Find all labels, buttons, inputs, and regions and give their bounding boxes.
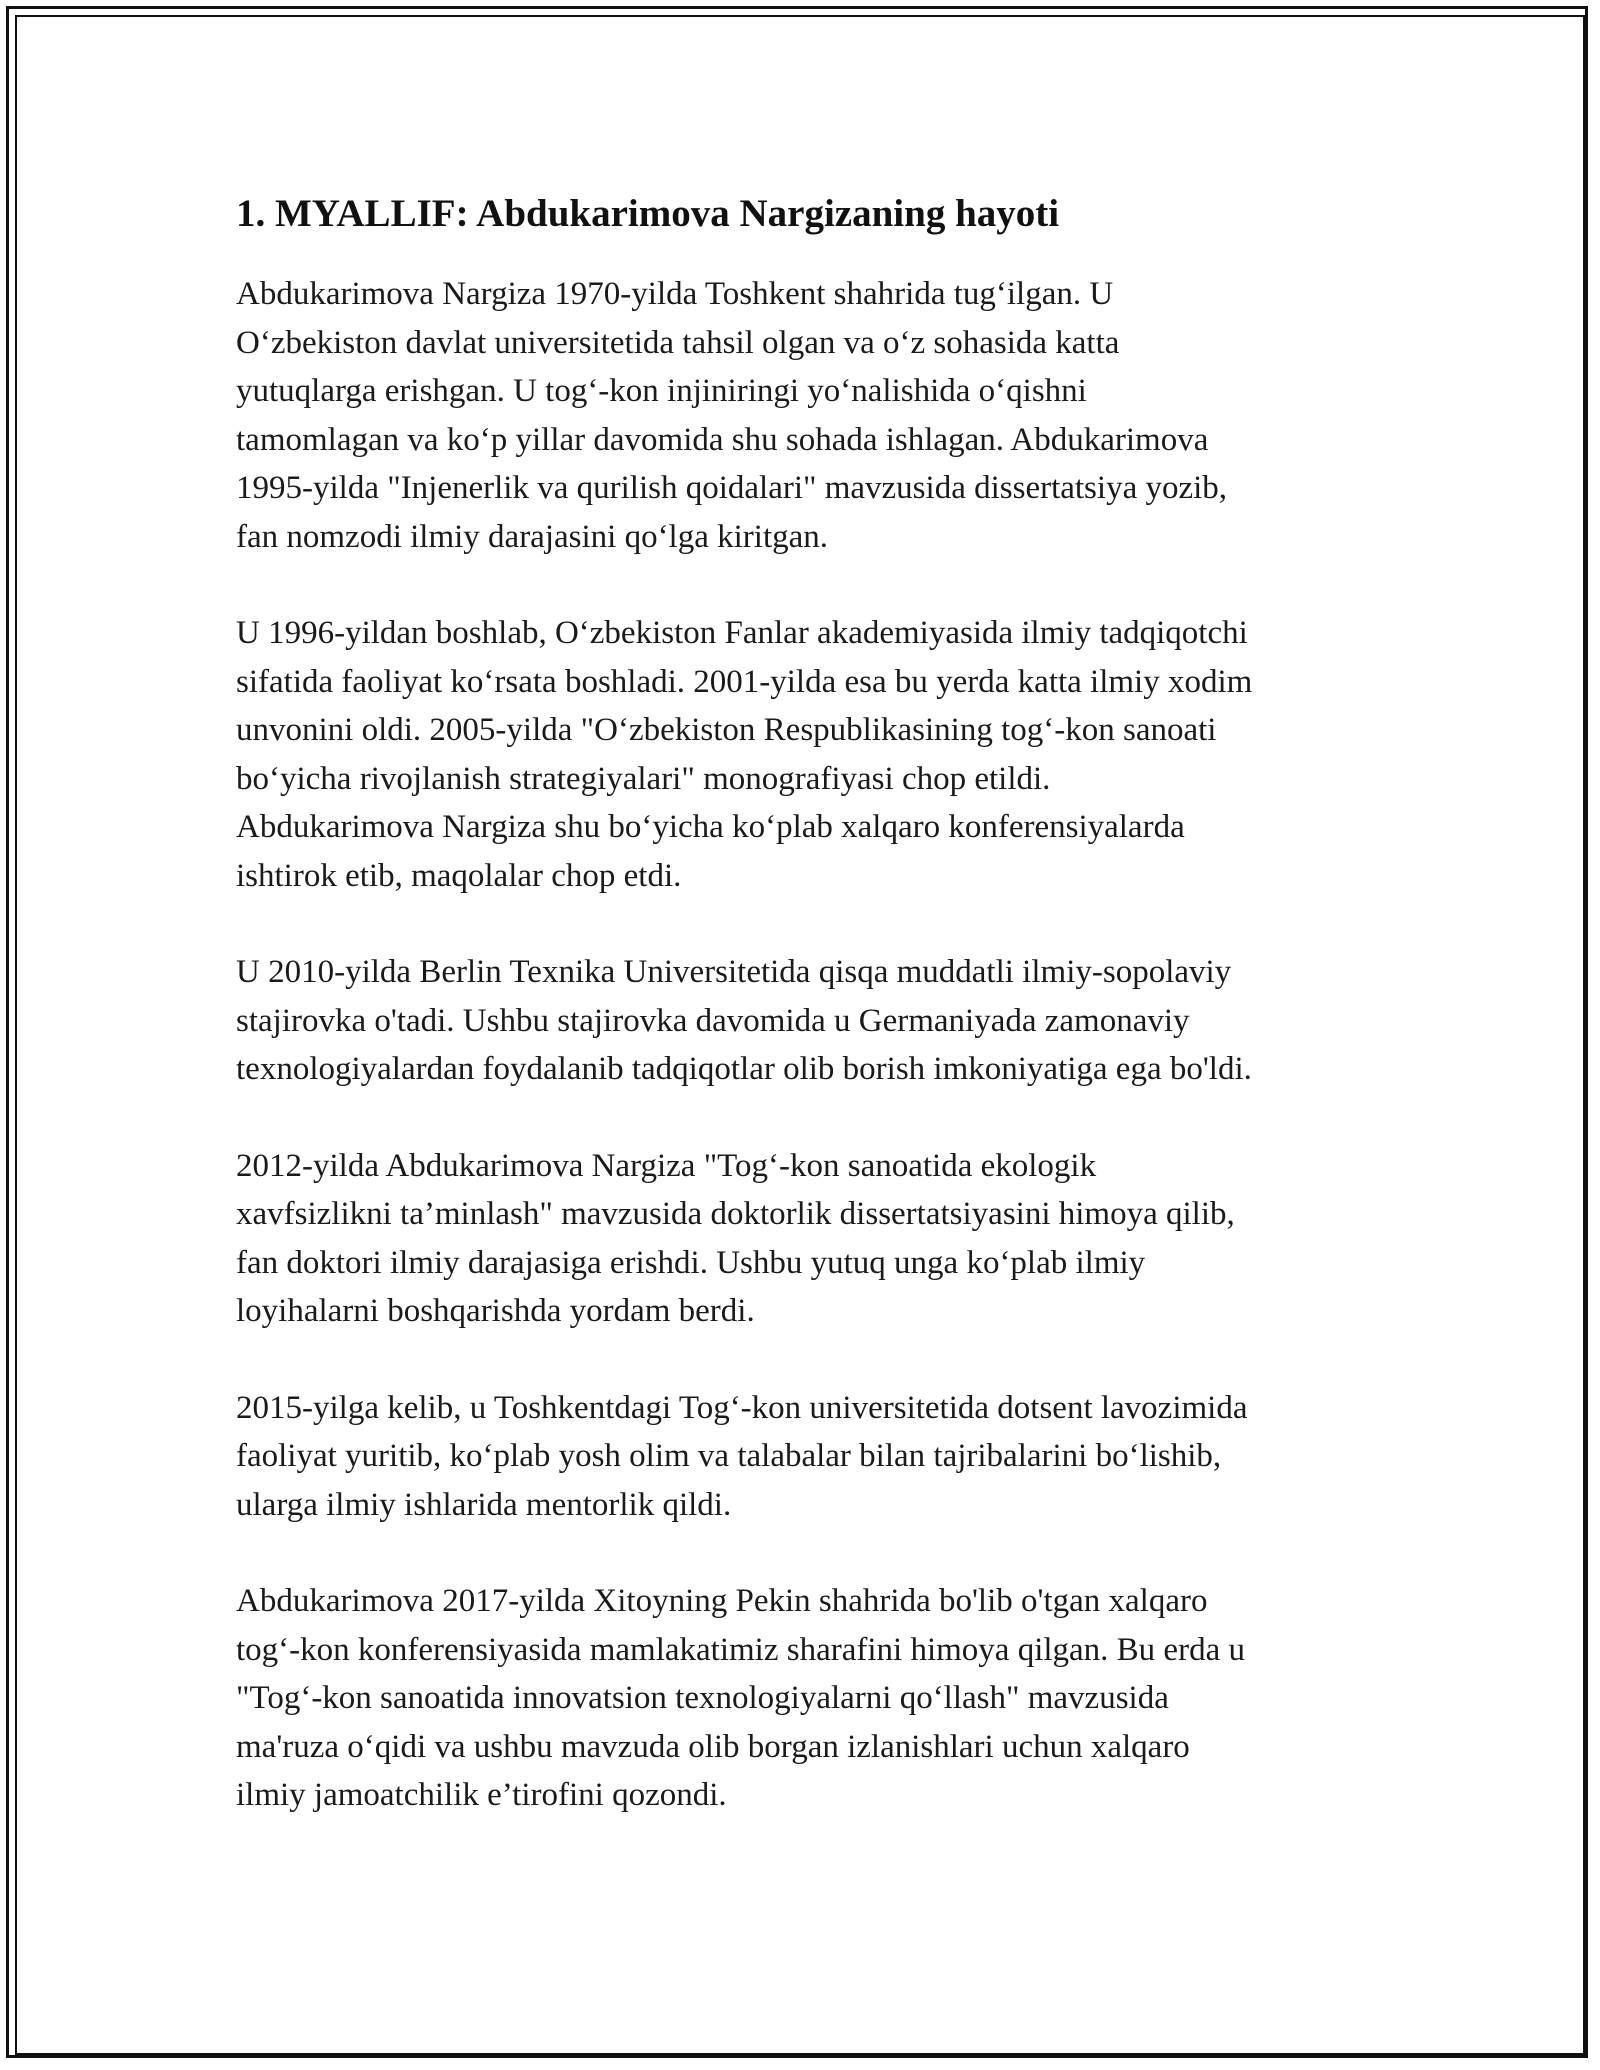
paragraph-beijing-conference: Abdukarimova 2017-yilda Xitoyning Pekin shahrida bo'lib o'tgan xalqaro tog‘-kon konferensiyasida mamlakatimiz sharafini himoya qilgan. Bu erda u "Tog‘-kon sanoatida innovatsion texnologiyalarni qo‘llash" mavzusida ma'ruza o‘qidi va ushbu mavzuda olib borgan izlanishlari uchun xalqaro ilmiy jamoatchilik e’tirofini qozondi. [236, 1583, 1245, 1813]
document-body [236, 188, 1376, 1868]
paragraph-doctoral-degree: 2012-yilda Abdukarimova Nargiza "Tog‘-kon sanoatida ekologik xavfsizlikni ta’minlash" mavzusida doktorlik dissertatsiyasini himoya qilib, fan doktori ilmiy darajasiga erishdi. Ushbu yutuq unga ko‘plab ilmiy loyihalarni boshqarishda yordam berdi. [236, 1147, 1235, 1329]
paragraph-berlin-internship: U 2010-yilda Berlin Texnika Universitetida qisqa muddatli ilmiy-sopolaviy stajirovka o'tadi. Ushbu stajirovka davomida u Germaniyada zamonaviy texnologiyalardan foydalanib tadqiqotlar olib borish imkoniyatiga ega bo'ldi. [236, 954, 1252, 1087]
paragraph-academy-career: U 1996-yildan boshlab, O‘zbekiston Fanlar akademiyasida ilmiy tadqiqotchi sifatida faoliyat ko‘rsata boshladi. 2001-yilda esa bu yerda katta ilmiy xodim unvonini oldi. 2005-yilda "O‘zbekiston Respublikasining tog‘-kon sanoati bo‘yicha rivojlanish strategiyalari" monografiyasi chop etildi. Abdukarimova Nargiza shu bo‘yicha ko‘plab xalqaro konferensiyalarda ishtirok etib, maqolalar chop etdi. [236, 615, 1253, 894]
document-title: 1. MYALLIF: Abdukarimova Nargizaning hayoti [236, 192, 1060, 235]
paragraph-university-docent: 2015-yilga kelib, u Toshkentdagi Tog‘-kon universitetida dotsent lavozimida faoliyat yuritib, ko‘plab yosh olim va talabalar bilan tajribalarini bo‘lishib, ularga ilmiy ishlarida mentorlik qildi. [236, 1389, 1248, 1523]
paragraph-early-life: Abdukarimova Nargiza 1970-yilda Toshkent shahrida tug‘ilgan. U O‘zbekiston davlat universitetida tahsil olgan va o‘z sohasida katta yutuqlarga erishgan. U tog‘-kon injiniringi yo‘nalishida o‘qishni tamomlagan va ko‘p yillar davomida shu sohada ishlagan. Abdukarimova 1995-yilda "Injenerlik va qurilish qoidalari" mavzusida dissertatsiya yozib, fan nomzodi ilmiy darajasini qo‘lga kiritgan. [236, 276, 1228, 555]
